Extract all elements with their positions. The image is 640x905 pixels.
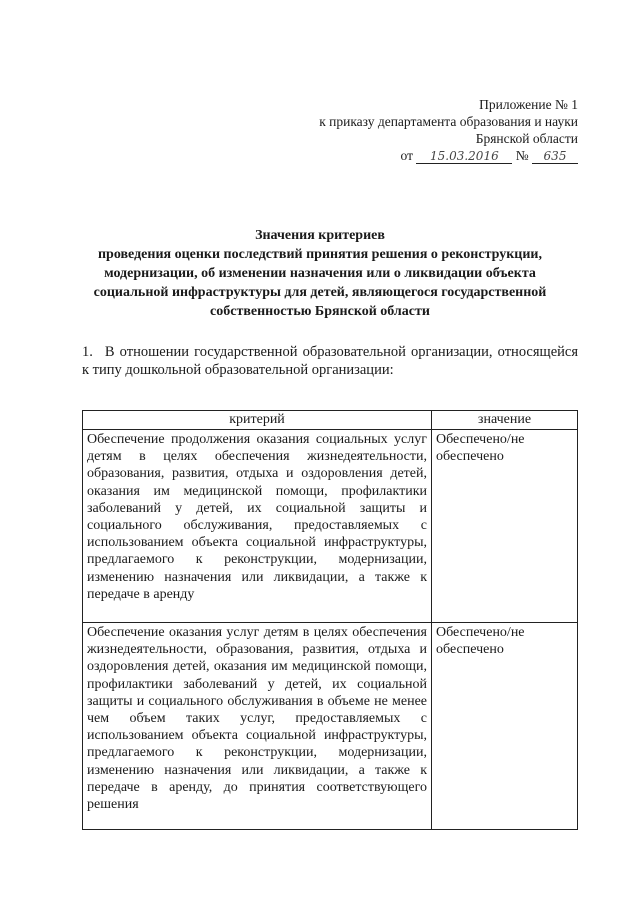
criteria-table (82, 410, 578, 830)
section-number: 1. (82, 344, 93, 360)
number-prefix: № (515, 148, 529, 163)
table-header-row (83, 411, 578, 430)
table-row (83, 430, 578, 623)
handwritten-date: 15.03.2016 (416, 150, 512, 164)
appendix-line-3: Брянской области (475, 131, 578, 146)
section-1-paragraph (82, 343, 578, 379)
value-cell: Обеспечено/не обеспечено (432, 430, 578, 623)
date-prefix: от (400, 148, 413, 163)
header-criterion: критерий (83, 411, 432, 430)
title-line-3: модернизации, об изменении назначения или о ликвидации объекта (104, 266, 536, 281)
criterion-cell: Обеспечение оказания услуг детям в целях обеспечения жизнедеятельности, образования, развития, отдыха и оздоровления детей, оказания им медицинской помощи, профилактики заболеваний у детей, их социальной защиты и социального обслуживания в объеме не менее чем объем таких услуг, предоставляемых с использованием объекта социальной инфраструктуры, предлагаемого к реконструкции, модернизации, изменению назначения или ликвидации, а также к передаче в аренду, до принятия соответствующего решения (83, 623, 432, 830)
title-line-1: Значения критериев (255, 228, 385, 243)
appendix-date-line (319, 147, 578, 164)
title-line-5: собственностью Брянской области (210, 304, 430, 319)
header-value: значение (432, 411, 578, 430)
appendix-header (319, 96, 578, 164)
appendix-line-2: к приказу департамента образования и науки (319, 114, 578, 129)
section-text: В отношении государственной образовательной организации, относящейся к типу дошкольной образовательной организации: (82, 344, 578, 378)
appendix-line-1: Приложение № 1 (479, 97, 578, 112)
criterion-cell: Обеспечение продолжения оказания социальных услуг детям в целях обеспечения жизнедеятельности, образования, развития, отдыха и оздоровления детей, оказания им медицинской помощи, профилактики заболеваний у детей, их социальной защиты и социального обслуживания, предоставляемых с использованием объекта социальной инфраструктуры, предлагаемого к реконструкции, модернизации, изменению назначения или ликвидации, а также к передаче в аренду (83, 430, 432, 623)
value-cell: Обеспечено/не обеспечено (432, 623, 578, 830)
title-line-2: проведения оценки последствий принятия решения о реконструкции, (97, 247, 542, 262)
document-title (80, 226, 560, 321)
handwritten-number: 635 (532, 150, 578, 164)
table-row (83, 623, 578, 830)
title-line-4: социальной инфраструктуры для детей, являющегося государственной (93, 285, 547, 300)
